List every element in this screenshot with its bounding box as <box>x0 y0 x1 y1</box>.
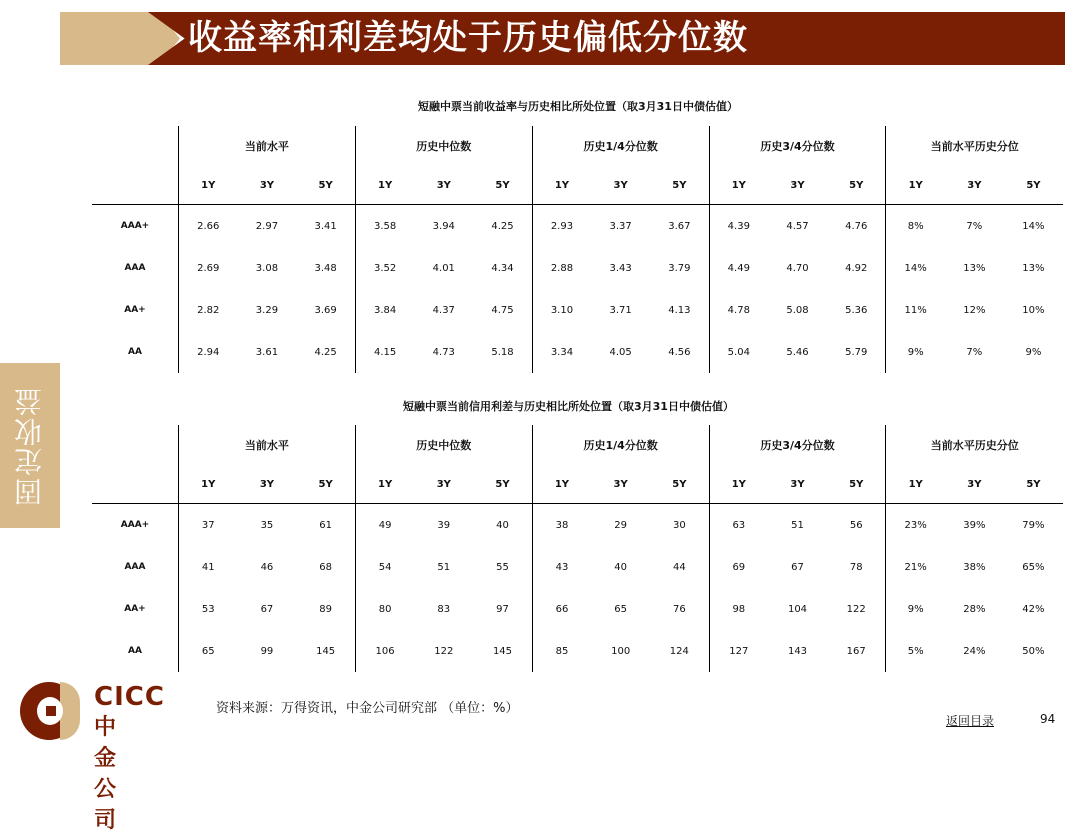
table-cell: 23% <box>886 504 945 547</box>
table-cell: 46 <box>260 561 274 573</box>
table-group-header: 当前水平 <box>179 425 356 465</box>
table-cell: 3.43 <box>609 262 632 274</box>
table-cell: 7% <box>966 220 983 232</box>
table-cell: 7% <box>966 346 983 358</box>
table-group-header-row <box>92 126 1063 166</box>
table-cell: 40 <box>496 519 509 531</box>
table-row <box>92 289 1063 331</box>
table-cell: 2.66 <box>179 205 238 248</box>
table-cell: 97 <box>496 603 509 615</box>
table-tenor-header-row <box>92 465 1063 504</box>
table-cell: 4.15 <box>355 331 414 373</box>
logo-text-cn: 中金公司 <box>94 715 117 833</box>
table-cell: 2.94 <box>179 331 238 373</box>
table-cell: 106 <box>355 630 414 672</box>
table-row <box>92 630 1063 672</box>
table-cell: 4.25 <box>491 220 514 232</box>
table-group-header-row <box>92 425 1063 465</box>
table-cell: 3.71 <box>609 304 632 316</box>
table-tenor-header: 5Y <box>827 166 886 205</box>
table-cell: 85 <box>532 630 591 672</box>
table-group-header: 历史3/4分位数 <box>709 126 886 166</box>
table-tenor-header: 3Y <box>591 166 650 205</box>
table-cell: 3.34 <box>532 331 591 373</box>
table-cell: 56 <box>849 519 863 531</box>
table-cell: 100 <box>611 645 631 657</box>
table-row <box>92 504 1063 547</box>
table-group-header: 当前水平历史分位 <box>886 126 1063 166</box>
table-cell: 30 <box>672 519 686 531</box>
table-cell: 9% <box>886 588 945 630</box>
table-cell: 98 <box>709 588 768 630</box>
table-corner-cell <box>92 126 179 166</box>
table-cell: 61 <box>319 519 332 531</box>
table-cell: 76 <box>672 603 686 615</box>
table-tenor-header: 1Y <box>709 465 768 504</box>
section-side-tab <box>0 363 60 528</box>
table-cell: 4.39 <box>709 205 768 248</box>
table-cell: 67 <box>791 561 804 573</box>
table-cell: 13% <box>963 262 986 274</box>
table-cell: 9% <box>1025 346 1042 358</box>
table-cell: 4.92 <box>845 262 868 274</box>
table-cell: 4.37 <box>432 304 455 316</box>
header-banner <box>60 12 1065 65</box>
rating-label: AAA+ <box>120 221 150 231</box>
table-cell: 5.36 <box>845 304 868 316</box>
table-cell: 4.01 <box>432 262 455 274</box>
table-cell: 4.49 <box>709 247 768 289</box>
table-cell: 4.76 <box>845 220 868 232</box>
table-cell: 99 <box>260 645 274 657</box>
table-tenor-header: 1Y <box>532 166 591 205</box>
rating-label: AAA+ <box>120 520 150 530</box>
table-tenor-header: 1Y <box>532 465 591 504</box>
table-cell: 2.82 <box>179 289 238 331</box>
rating-label: AAA <box>124 562 146 572</box>
table-cell: 10% <box>1022 304 1045 316</box>
rating-label: AAA <box>124 263 146 273</box>
table-cell: 3.58 <box>355 205 414 248</box>
table-row <box>92 546 1063 588</box>
table-group-header: 历史1/4分位数 <box>532 126 709 166</box>
table-cell: 4.70 <box>786 262 809 274</box>
table-group-header: 当前水平历史分位 <box>886 425 1063 465</box>
table-row <box>92 331 1063 373</box>
section-side-tab-label: 固定收益 <box>13 385 46 506</box>
table-cell: 4.25 <box>314 346 337 358</box>
table-tenor-header: 3Y <box>768 465 827 504</box>
table-cell: 44 <box>672 561 686 573</box>
rating-label: AA <box>128 347 142 357</box>
table-tenor-header: 1Y <box>886 166 945 205</box>
table-cell: 4.56 <box>668 346 691 358</box>
table-cell: 5.18 <box>491 346 514 358</box>
table-cell: 67 <box>260 603 274 615</box>
table-tenor-header: 1Y <box>355 465 414 504</box>
table-cell: 83 <box>437 603 451 615</box>
table-cell: 122 <box>846 603 866 615</box>
table-cell: 65 <box>179 630 238 672</box>
table-tenor-header: 3Y <box>945 465 1004 504</box>
table-cell: 4.75 <box>491 304 514 316</box>
table-cell: 3.84 <box>355 289 414 331</box>
table-tenor-header: 1Y <box>179 465 238 504</box>
table-cell: 11% <box>886 289 945 331</box>
table-cell: 3.48 <box>314 262 337 274</box>
table-cell: 39 <box>437 519 451 531</box>
table-cell: 8% <box>886 205 945 248</box>
table-tenor-header: 5Y <box>1004 465 1063 504</box>
table-cell: 65% <box>1022 561 1045 573</box>
table-cell: 3.94 <box>432 220 455 232</box>
table-cell: 104 <box>787 603 808 615</box>
table-cell: 50% <box>1022 645 1045 657</box>
table-cell: 35 <box>260 519 274 531</box>
table-tenor-header: 5Y <box>296 166 355 205</box>
table-cell: 55 <box>496 561 509 573</box>
table-group-header: 历史中位数 <box>355 425 532 465</box>
table-cell: 66 <box>532 588 591 630</box>
table-cell: 143 <box>787 645 808 657</box>
table-cell: 3.29 <box>255 304 279 316</box>
spread-table <box>92 425 1063 672</box>
table-cell: 5.79 <box>845 346 868 358</box>
table-cell: 3.79 <box>668 262 691 274</box>
table-tenor-header-row <box>92 166 1063 205</box>
table-tenor-header: 5Y <box>1004 166 1063 205</box>
table-cell: 24% <box>963 645 986 657</box>
table-cell: 40 <box>614 561 628 573</box>
table-cell: 12% <box>963 304 986 316</box>
table-cell: 167 <box>846 645 866 657</box>
table-cell: 38% <box>963 561 986 573</box>
table-tenor-header: 1Y <box>179 166 238 205</box>
table-cell: 145 <box>492 645 513 657</box>
table-cell: 2.69 <box>179 247 238 289</box>
table-tenor-header: 3Y <box>237 465 296 504</box>
table-cell: 41 <box>179 546 238 588</box>
table-cell: 3.69 <box>314 304 337 316</box>
table-cell: 5.46 <box>786 346 809 358</box>
table-group-header: 历史中位数 <box>355 126 532 166</box>
table-cell: 29 <box>614 519 628 531</box>
table-cell: 124 <box>669 645 689 657</box>
table-cell: 4.05 <box>609 346 632 358</box>
table-cell: 3.37 <box>609 220 632 232</box>
table-cell: 3.61 <box>255 346 279 358</box>
table-tenor-header: 5Y <box>296 465 355 504</box>
table-cell: 5% <box>886 630 945 672</box>
table-cell: 51 <box>791 519 804 531</box>
table-cell: 2.97 <box>255 220 279 232</box>
table-cell: 2.88 <box>532 247 591 289</box>
table-cell: 79% <box>1022 519 1045 531</box>
table-cell: 4.57 <box>786 220 809 232</box>
table-tenor-header: 3Y <box>768 166 827 205</box>
table-cell: 28% <box>963 603 986 615</box>
logo-emblem-arc <box>60 682 80 740</box>
table-tenor-header: 5Y <box>650 166 709 205</box>
logo-emblem-square <box>46 706 56 716</box>
table-cell: 4.73 <box>432 346 455 358</box>
table-cell: 145 <box>316 645 336 657</box>
table-cell: 42% <box>1022 603 1045 615</box>
table-cell: 4.78 <box>709 289 768 331</box>
table-row <box>92 247 1063 289</box>
table-tenor-header: 1Y <box>886 465 945 504</box>
table-tenor-header: 3Y <box>414 166 473 205</box>
table-cell: 54 <box>355 546 414 588</box>
table-cell: 63 <box>709 504 768 547</box>
table-cell: 68 <box>319 561 332 573</box>
page-number: 94 <box>1040 712 1056 726</box>
table-cell: 78 <box>849 561 863 573</box>
table-cell: 3.41 <box>314 220 337 232</box>
table-cell: 21% <box>886 546 945 588</box>
table-cell: 13% <box>1022 262 1045 274</box>
table-row <box>92 205 1063 248</box>
table2-title: 短融中票当前信用利差与历史相比所处位置（取3月31日中债估值） <box>403 400 734 413</box>
table-cell: 3.52 <box>355 247 414 289</box>
table-cell: 53 <box>179 588 238 630</box>
table-cell: 3.67 <box>668 220 691 232</box>
table-cell: 51 <box>437 561 451 573</box>
table-corner-cell <box>92 425 179 465</box>
yield-table <box>92 126 1063 373</box>
table-cell: 9% <box>886 331 945 373</box>
table-corner-cell <box>92 166 179 205</box>
table-tenor-header: 3Y <box>945 166 1004 205</box>
table-cell: 89 <box>319 603 332 615</box>
table-cell: 38 <box>532 504 591 547</box>
table-cell: 2.93 <box>532 205 591 248</box>
table-tenor-header: 5Y <box>827 465 886 504</box>
table-cell: 39% <box>963 519 986 531</box>
table-cell: 3.10 <box>532 289 591 331</box>
table-tenor-header: 5Y <box>473 465 532 504</box>
table-tenor-header: 5Y <box>650 465 709 504</box>
table-group-header: 历史3/4分位数 <box>709 425 886 465</box>
table-cell: 80 <box>355 588 414 630</box>
table-cell: 14% <box>886 247 945 289</box>
table-cell: 69 <box>709 546 768 588</box>
table-row <box>92 588 1063 630</box>
table-cell: 5.04 <box>709 331 768 373</box>
rating-label: AA+ <box>124 604 146 614</box>
table-cell: 4.13 <box>668 304 691 316</box>
logo-text-en: CICC <box>94 682 165 712</box>
table-cell: 122 <box>434 645 454 657</box>
table-group-header: 历史1/4分位数 <box>532 425 709 465</box>
source-note: 资料来源：万得资讯，中金公司研究部 （单位：%） <box>216 701 519 716</box>
table-cell: 43 <box>532 546 591 588</box>
table-tenor-header: 5Y <box>473 166 532 205</box>
rating-label: AA <box>128 646 142 656</box>
table-tenor-header: 3Y <box>591 465 650 504</box>
table-cell: 4.34 <box>491 262 514 274</box>
table-cell: 5.08 <box>786 304 809 316</box>
table-cell: 14% <box>1022 220 1045 232</box>
rating-label: AA+ <box>124 305 146 315</box>
table-cell: 3.08 <box>255 262 279 274</box>
table-cell: 127 <box>709 630 768 672</box>
table-tenor-header: 3Y <box>414 465 473 504</box>
table-cell: 49 <box>355 504 414 547</box>
table-cell: 37 <box>179 504 238 547</box>
back-to-contents-link[interactable]: 返回目录 <box>946 714 995 728</box>
table-tenor-header: 1Y <box>709 166 768 205</box>
table-cell: 65 <box>614 603 628 615</box>
table-group-header: 当前水平 <box>179 126 356 166</box>
table-tenor-header: 1Y <box>355 166 414 205</box>
table1-title: 短融中票当前收益率与历史相比所处位置（取3月31日中债估值） <box>418 100 738 113</box>
table-corner-cell <box>92 465 179 504</box>
table-tenor-header: 3Y <box>237 166 296 205</box>
page-title: 收益率和利差均处于历史偏低分位数 <box>188 18 748 58</box>
